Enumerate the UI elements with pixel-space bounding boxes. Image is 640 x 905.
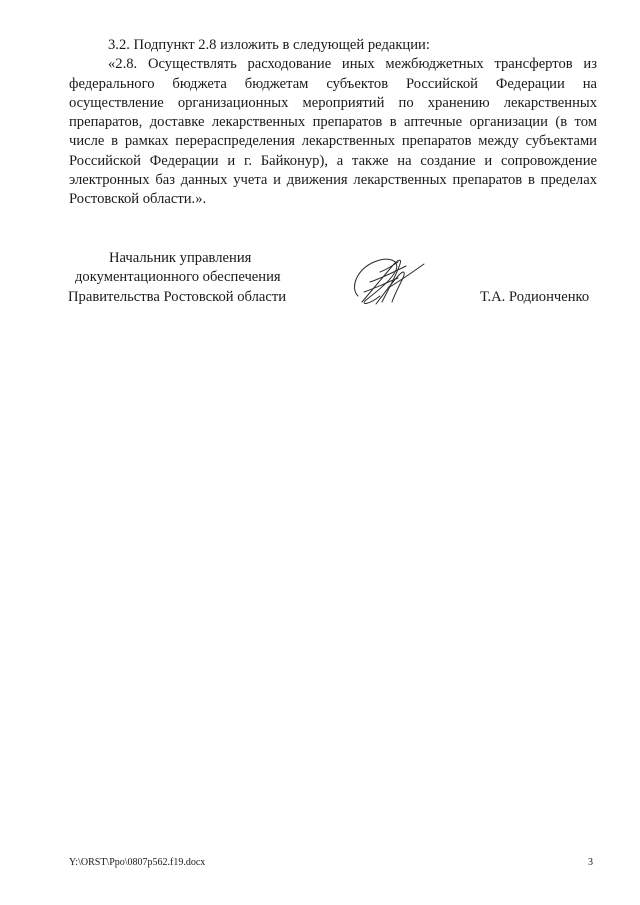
paragraph-amendment-intro: 3.2. Подпункт 2.8 изложить в следующей редакции: bbox=[108, 37, 430, 53]
handwritten-signature bbox=[340, 252, 435, 310]
signature-position-block bbox=[66, 249, 306, 307]
footer-file-path: Y:\ORST\Ppo\0807p562.f19.docx bbox=[69, 857, 206, 868]
position-line: Начальник управления bbox=[109, 250, 252, 266]
document-body bbox=[69, 36, 597, 210]
paragraph-amendment-text: «2.8. Осуществлять расходование иных межбюджетных трансфертов из федерального бюджета бюджетам субъектов Российской Федерации на осуществление организационных мероприятий по хранению лекарственных препаратов, доставке лекарственных препаратов в аптечные организации (в том числе в рамках перераспределения лекарственных препаратов между субъектами Российской Федерации и г. Байконур), а также на создание и сопровождение электронных баз данных учета и движения лекарственных препаратов в пределах Ростовской области.». bbox=[69, 56, 597, 208]
position-line: Правительства Ростовской области bbox=[68, 288, 287, 305]
position-line: документационного обеспечения bbox=[75, 269, 281, 286]
signer-name: Т.А. Родионченко bbox=[480, 289, 590, 305]
page-number: 3 bbox=[588, 857, 593, 868]
